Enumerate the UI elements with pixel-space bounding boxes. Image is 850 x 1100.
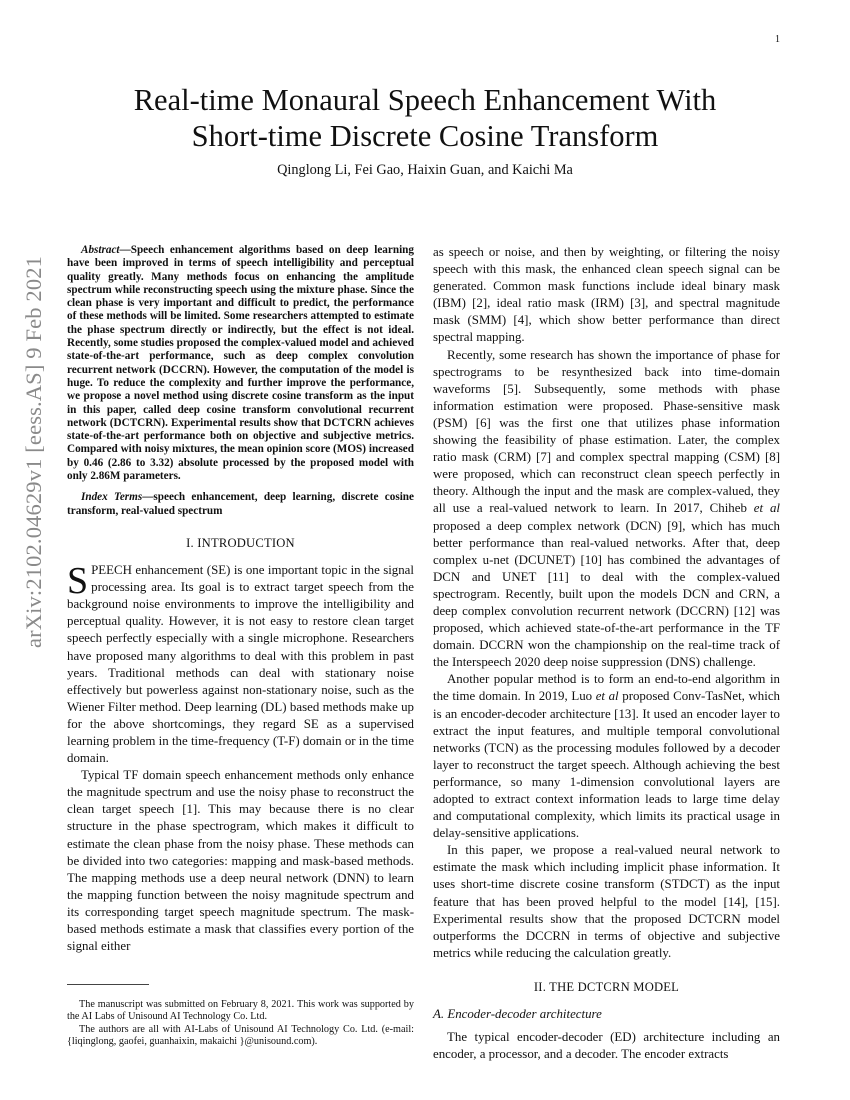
right-paragraph-3: Another popular method is to form an end-to-end algorithm in the time domain. In 2019, Luo et al proposed Conv-TasNet, which is an encoder-decoder architecture [13]. It used an encoder layer to extract the input features, and multiple temporal convolutional networks (TCN) as the processing modules followed by a decoder layer to reconstruct the target speech. Although achieving the best performance, so many 1-dimension convolutional layers are adopted to extract context information leads to large time delay and computational complexity, which limits its practical usage in delay-sensitive applications. [433,672,780,841]
abstract-text: —Speech enhancement algorithms based on deep learning have been improved in terms of speech intelligibility and perceptual quality greatly. Many methods focus on enhancing the amplitude spectrum while reconstructing speech using the mixture phase. Since the clean phase is very important and difficult to predict, the performance of these methods will be limited. Some researchers attempted to estimate the phase spectrum directly or indirectly, but the effect is not ideal. Recently, some studies proposed the complex-valued model and achieved state-of-the-art performance, such as deep complex convolution recurrent network (DCCRN). However, the computation of the model is huge. To reduce the complexity and further improve the performance, we propose a novel method using discrete cosine transform as the input in this paper, called deep cosine transform convolutional recurrent network (DCTCRN). Experimental results show that DCTCRN achieves state-of-the-art performance both on objective and subjective metrics. Compared with noisy mixtures, the mean opinion score (MOS) increased by 0.46 (2.86 to 3.32) absolute processed by the proposed model with only 2.86M parameters. [67,244,414,483]
right-paragraph-4: In this paper, we propose a real-valued neural network to estimate the mask which including implicit phase information. It uses short-time discrete cosine transform (STDCT) as the input feature that has been proved helpful to the model [14], [15]. Experimental results show that the proposed DCTCRN model outperforms the DCCRN in terms of objective and subjective metrics while reducing the calculation greatly. [433,843,780,960]
intro-paragraph-2: Typical TF domain speech enhancement methods only enhance the magnitude spectrum and use the noisy phase to reconstruct the clean target speech [1]. This may because there is no clear structure in the phase spectrogram, which makes it difficult to estimate the clean phase from the noisy phase. These methods can be divided into two categories: mapping and mask-based methods. The mapping methods use a deep neural network (DNN) to learn the mapping function between the noisy magnitude spectrum and its corresponding target speech magnitude spectrum. The mask-based methods estimate a mask that classifies every portion of the signal either [67,768,414,954]
paper-title [60,82,790,154]
index-terms [67,491,414,518]
index-terms-label: Index Terms [81,491,143,504]
abstract [67,244,414,483]
author-list: Qinglong Li, Fei Gao, Haixin Guan, and Kaichi Ma [277,162,573,178]
section-heading-introduction: I. INTRODUCTION [186,535,295,550]
page-number: 1 [775,34,780,45]
right-paragraph-1: as speech or noise, and then by weighting, or filtering the noisy speech with this mask, the enhanced clean speech signal can be generated. Common mask functions include ideal binary mask (IBM) [2], ideal ratio mask (IRM) [3], and spectral magnitude mask (SMM) [4], which show better performance than direct spectral mapping. [433,245,780,345]
footnote-rule [67,984,149,985]
title-line-1: Real-time Monaural Speech Enhancement With [133,83,717,117]
right-column [433,244,780,1063]
abstract-label: Abstract [81,244,120,256]
right-paragraph-5: The typical encoder-decoder (ED) architecture including an encoder, a processor, and a decoder. The encoder extracts [433,1030,780,1062]
subsection-heading: A. Encoder-decoder architecture [433,1007,602,1022]
arxiv-identifier-stamp: arXiv:2102.04629v1 [eess.AS] 9 Feb 2021 [21,255,46,649]
footnotes [67,990,414,1049]
title-line-2: Short-time Discrete Cosine Transform [191,119,659,153]
section-heading-dctcrn-model: II. THE DCTCRN MODEL [533,979,680,994]
footnote-2: The authors are all with AI-Labs of Unisound AI Technology Co. Ltd. (e-mail: {liqinglong, gaofei, guanhaixin, makaichi }@unisound.com). [67,1023,414,1048]
index-terms-text: —speech enhancement, deep learning, discrete cosine transform, real-valued spectrum [67,491,414,517]
footnote-1: The manuscript was submitted on February 8, 2021. This work was supported by the AI Labs of Unisound AI Technology Co. Ltd. [67,999,414,1023]
intro-paragraph-1: SPEECH enhancement (SE) is one important topic in the signal processing area. Its goal is to extract target speech from the background noise environments to improve the intelligibility and perceptual quality. However, it is not easy to restore clean target speech perfectly especially with a single microphone. Researchers have proposed many algorithms to deal with this problem in past years. Traditional methods can deal with stationary noise effectively but powerless against non-stationary noise, such as the Wiener Filter method. Deep learning (DL) based methods make up for the above shortcomings, they regard SE as a supervised learning problem in the time-frequency (T-F) domain or in the time domain. [67,560,414,766]
left-column [67,244,414,955]
right-paragraph-2: Recently, some research has shown the importance of phase for spectrograms to be resynthesized back into time-domain waveforms [5]. Subsequently, some methods with phase information estimation were proposed. Phase-sensitive mask (PSM) [6] was the first one that utilizes phase information showing the feasibility of phase estimation. Later, the complex ratio mask (CRM) [7] and complex spectral mapping (CSM) [8] were proposed, which can reconstruct clean speech perfectly in theory. Although the input and the mask are complex-valued, they all use a real-valued network to learn. In 2017, Chiheb et al proposed a deep complex network (DCN) [9], which has much better performance than real-valued networks. After that, deep complex u-net (DCUNET) [10] has combined the advantages of DCN and UNET [11] to deal with the complex-valued spectrogram. Recently, built upon the models DCN and CRN, a deep complex convolution recurrent network (DCCRN) [12] was proposed, which achieved state-of-the-art performance in the TF domain. DCCRN won the championship on the real-time track of the Interspeech 2020 deep noise suppression (DNS) challenge. [433,347,780,670]
drop-cap: S [67,560,89,603]
